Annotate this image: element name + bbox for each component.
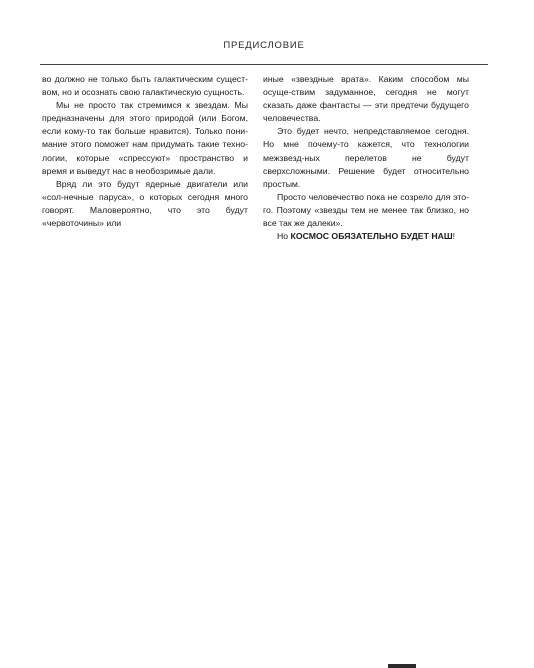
- header-divider: [40, 64, 488, 65]
- paragraph: Это будет нечто, непредставляемое сегодня. Но мне почему-то кажется, что технологии межзвезд-ных перелетов не будут сверхсложными. Решение будет относительно простым.: [263, 126, 469, 189]
- paragraph: Мы не просто так стремимся к звездам. Мы предназначены для этого природой (или Богом, если кому-то так больше нравится). Только пони-мание этого поможет нам придумать такие техно-логии, которые «спрессуют» пространство и время и выведут нас в необозримые дали.: [42, 100, 248, 176]
- paragraph: иные «звездные врата». Каким способом мы осуще-ствим задуманное, сегодня не могут сказать даже фантасты — эти предтечи будущего человечества.: [263, 74, 469, 124]
- right-column: [263, 73, 469, 243]
- closing-prefix: Но: [277, 231, 291, 242]
- running-header: ПРЕДИСЛОВИЕ: [223, 40, 305, 51]
- paragraph: во должно не только быть галактическим сущест-вом, но и осознать свою галактическую сущность.: [42, 74, 248, 98]
- page-edge-mark: [388, 664, 416, 668]
- closing-paragraph: [263, 230, 469, 243]
- closing-suffix: !: [452, 231, 456, 242]
- left-column: [42, 73, 248, 230]
- paragraph: Вряд ли это будут ядерные двигатели или «сол-нечные паруса», о которых сегодня много говорят. Маловероятно, что это будут «червоточины» или: [42, 178, 248, 229]
- closing-emphasis: КОСМОС ОБЯЗАТЕЛЬНО БУДЕТ НАШ: [290, 231, 453, 242]
- paragraph: Просто человечество пока не созрело для это-го. Поэтому «звезды тем не менее так близко, но все так же далеки».: [263, 191, 469, 229]
